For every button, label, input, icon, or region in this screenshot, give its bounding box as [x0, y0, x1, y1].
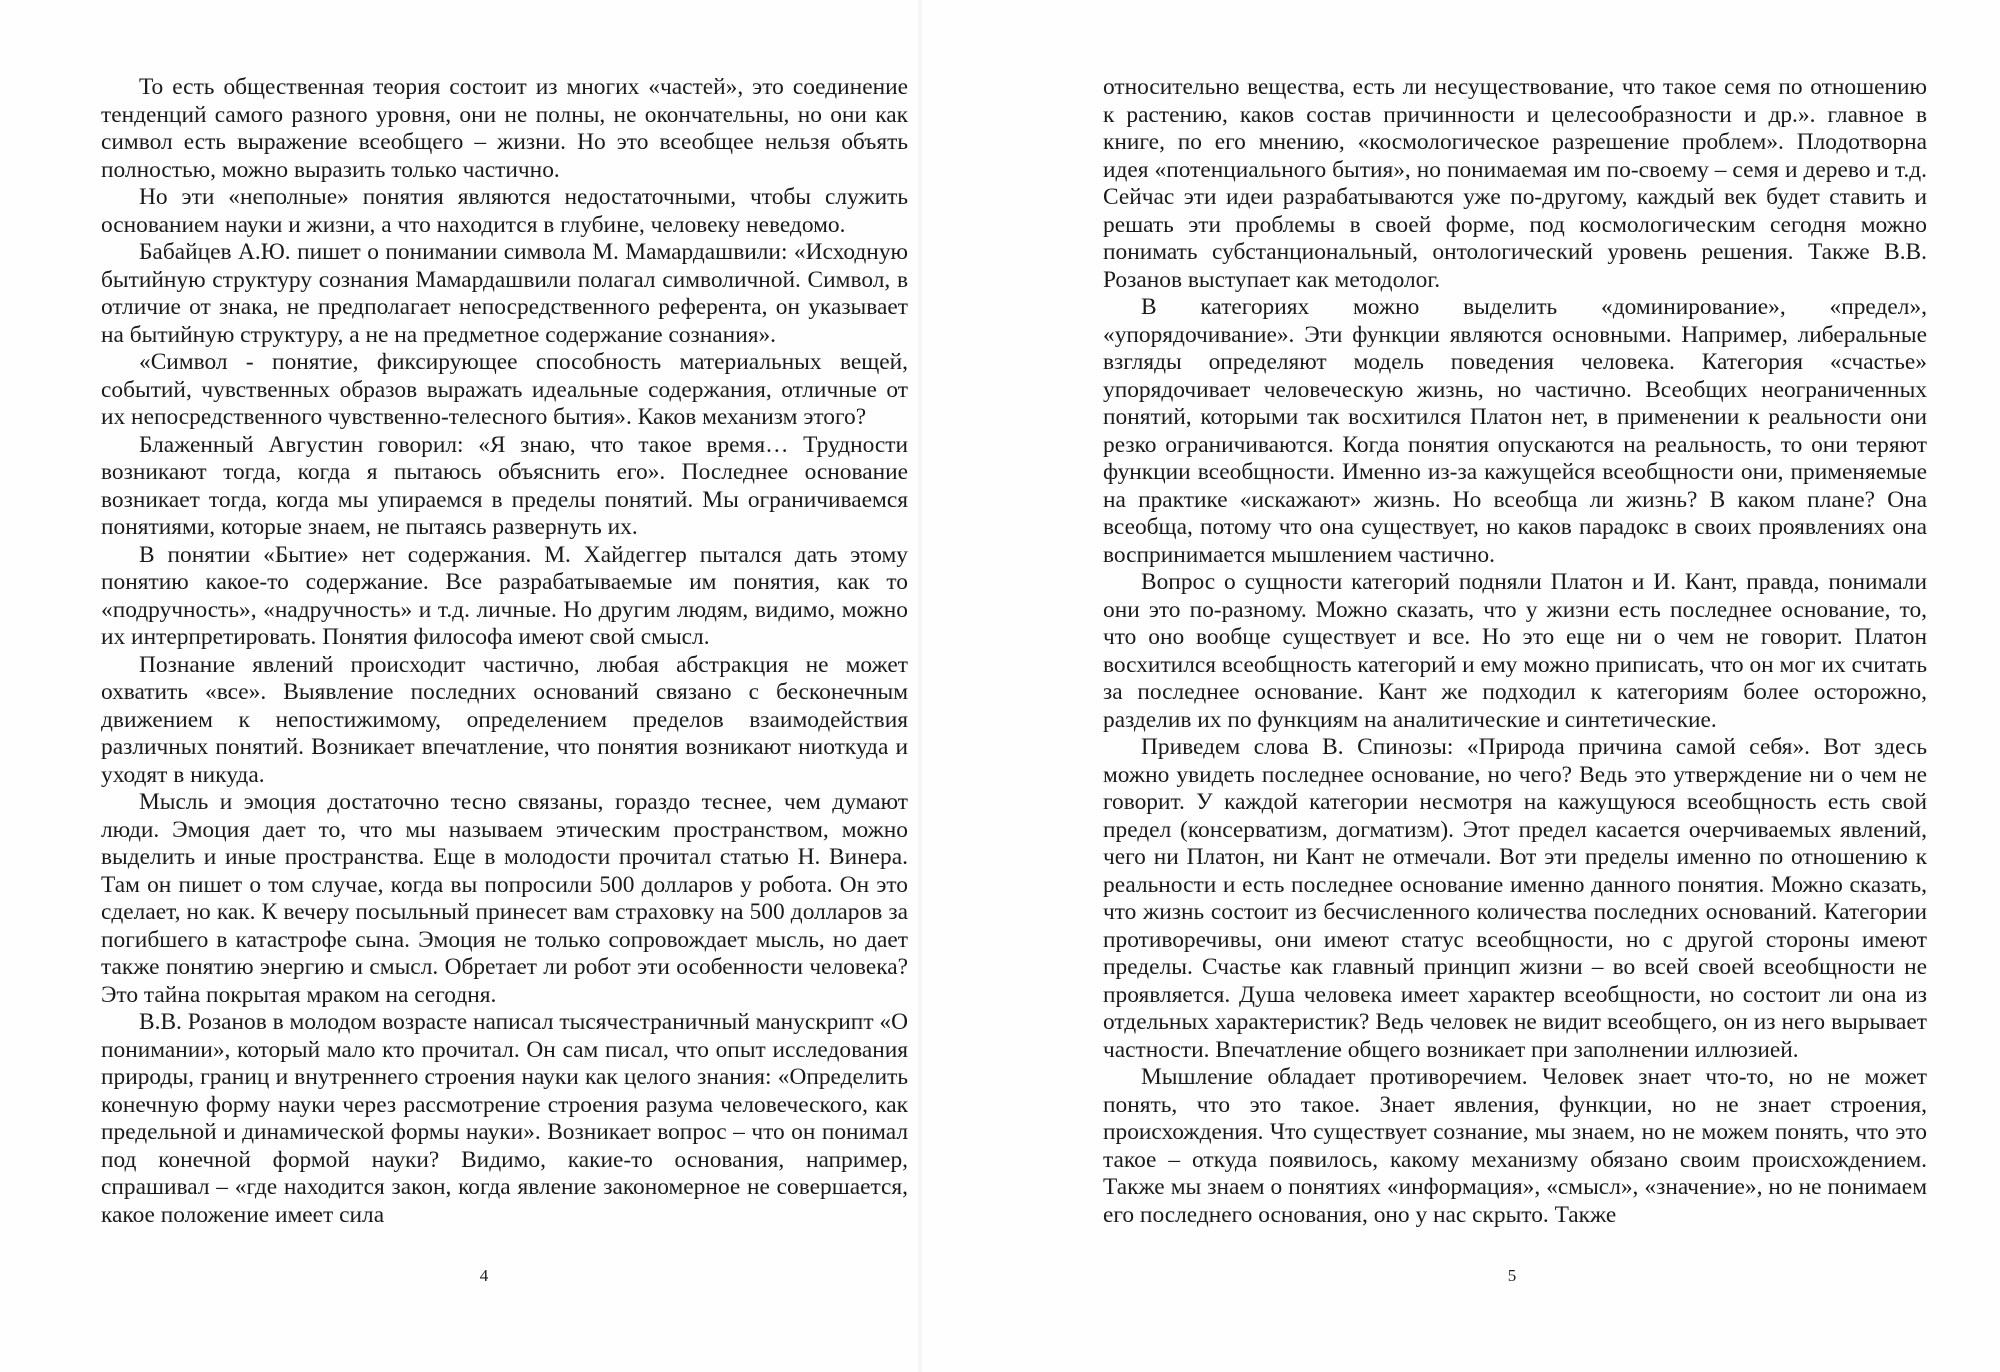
page-number: 4 [479, 1266, 489, 1285]
paragraph: В понятии «Бытие» нет содержания. М. Хайдеггер пытался дать этому понятию какое-то содержание. Все разрабатываемые им понятия, как то «подручность», «надручность» и т.д. личные. Но другим людям, видимо, можно их интерпретировать. Понятия философа имеют свой смысл. [101, 541, 908, 650]
page-number: 5 [1507, 1266, 1517, 1285]
paragraph: То есть общественная теория состоит из многих «частей», это соединение тенденций самого разного уровня, они не полны, не окончательны, но они как символ есть выражение всеобщего – жизни. Но это всеобщее нельзя объять полностью, можно выразить только частично. [101, 74, 908, 183]
paragraph: Блаженный Августин говорил: «Я знаю, что такое время… Трудности возникают тогда, когда я пытаюсь объяснить его». Последнее основание возникает тогда, когда мы упираемся в пределы понятий. Мы ограничиваемся понятиями, которые знаем, не пытаясь развернуть их. [101, 431, 908, 540]
paragraph: В категориях можно выделить «доминирование», «предел», «упорядочивание». Эти функции являются основными. Например, либеральные взгляды определяют модель поведения человека. Категория «счастье» упорядочивает человеческую жизнь, но частично. Всеобщих неограниченных понятий, которыми так восхитился Платон нет, в применении к реальности они резко ограничиваются. Когда понятия опускаются на реальность, то они теряют функции всеобщности. Именно из-за кажущейся всеобщности они, применяемые на практике «искажают» жизнь. Но всеобща ли жизнь? В каком плане? Она всеобща, потому что она существует, но каков парадокс в своих проявлениях она воспринимается мышлением частично. [1103, 294, 1927, 568]
right-page [1000, 0, 2000, 1372]
paragraph: В.В. Розанов в молодом возрасте написал тысячестраничный манускрипт «О понимании», который мало кто прочитал. Он сам писал, что опыт исследования природы, границ и внутреннего строения науки как целого знания: «Определить конечную форму науки через рассмотрение строения разума человеческого, как предельной и динамической формы науки». Возникает вопрос – что он понимал под конечной формой науки? Видимо, какие-то основания, например, спрашивал – «где находится закон, когда явление закономерное не совершается, какое положение имеет сила [101, 1009, 908, 1228]
paragraph: Приведем слова В. Спинозы: «Природа причина самой себя». Вот здесь можно увидеть последнее основание, но чего? Ведь это утверждение ни о чем не говорит. У каждой категории несмотря на кажущуюся всеобщность есть свой предел (консерватизм, догматизм). Этот предел касается очерчиваемых явлений, чего ни Платон, ни Кант не отмечали. Вот эти пределы именно по отношению к реальности и есть последнее основание именно данного понятия. Можно сказать, что жизнь состоит из бесчисленного количества последних оснований. Категории противоречивы, они имеют статус всеобщности, но с другой стороны имеют пределы. Счастье как главный принцип жизни – во всей своей всеобщности не проявляется. Душа человека имеет характер всеобщности, но состоит ли она из отдельных характеристик? Ведь человек не видит всеобщего, он из него вырывает частности. Впечатление общего возникает при заполнении иллюзией. [1103, 734, 1927, 1063]
paragraph: Бабайцев А.Ю. пишет о понимании символа М. Мамардашвили: «Исходную бытийную структуру сознания Мамардашвили полагал символичной. Символ, в отличие от знака, не предполагает непосредственного референта, он указывает на бытийную структуру, а не на предметное содержание сознания». [101, 239, 908, 348]
continuation-paragraph: относительно вещества, есть ли несуществование, что такое семя по отношению к растению, каков состав причинности и целесообразности и др.». главное в книге, по его мнению, «космологическое разрешение проблем». Плодотворна идея «потенциального бытия», но понимаемая им по-своему – семя и дерево и т.д. Сейчас эти идеи разрабатываются уже по-другому, каждый век будет ставить и решать эти проблемы в своей форме, под космологическим сегодня можно понимать субстанциональный, онтологический уровень решения. Также В.В. Розанов выступает как методолог. [1103, 74, 1927, 293]
left-page-text [101, 74, 908, 1229]
right-page-text [1103, 74, 1927, 1229]
page-gutter [918, 0, 922, 1372]
paragraph: Но эти «неполные» понятия являются недостаточными, чтобы служить основанием науки и жизни, а что находится в глубине, человеку неведомо. [101, 184, 908, 238]
paragraph: Познание явлений происходит частично, любая абстракция не может охватить «все». Выявление последних оснований связано с бесконечным движением к непостижимому, определением пределов взаимодействия различных понятий. Возникает впечатление, что понятия возникают ниоткуда и уходят в никуда. [101, 651, 908, 788]
paragraph: Мышление обладает противоречием. Человек знает что-то, но не может понять, что это такое. Знает явления, функции, но не знает строения, происхождения. Что существует сознание, мы знаем, но не можем понять, что это такое – откуда появилось, какому механизму обязано своим происхождением. Также мы знаем о понятиях «информация», «смысл», «значение», но не понимаем его последнего основания, оно у нас скрыто. Также [1103, 1064, 1927, 1228]
paragraph: Вопрос о сущности категорий подняли Платон и И. Кант, правда, понимали они это по-разному. Можно сказать, что у жизни есть последнее основание, то, что оно вообще существует и все. Но это еще ни о чем не говорит. Платон восхитился всеобщность категорий и ему можно приписать, что он мог их считать за последнее основание. Кант же подходил к категориям более осторожно, разделив их по функциям на аналитические и синтетические. [1103, 569, 1927, 733]
paragraph: Мысль и эмоция достаточно тесно связаны, гораздо теснее, чем думают люди. Эмоция дает то, что мы называем этическим пространством, можно выделить и иные пространства. Еще в молодости прочитал статью Н. Винера. Там он пишет о том случае, когда вы попросили 500 долларов у робота. Он это сделает, но как. К вечеру посыльный принесет вам страховку на 500 долларов за погибшего в катастрофе сына. Эмоция не только сопровождает мысль, но дает также понятию энергию и смысл. Обретает ли робот эти особенности человека? Это тайна покрытая мраком на сегодня. [101, 789, 908, 1008]
paragraph: «Символ - понятие, фиксирующее способность материальных вещей, событий, чувственных образов выражать идеальные содержания, отличные от их непосредственного чувственно-телесного бытия». Каков механизм этого? [101, 349, 908, 430]
